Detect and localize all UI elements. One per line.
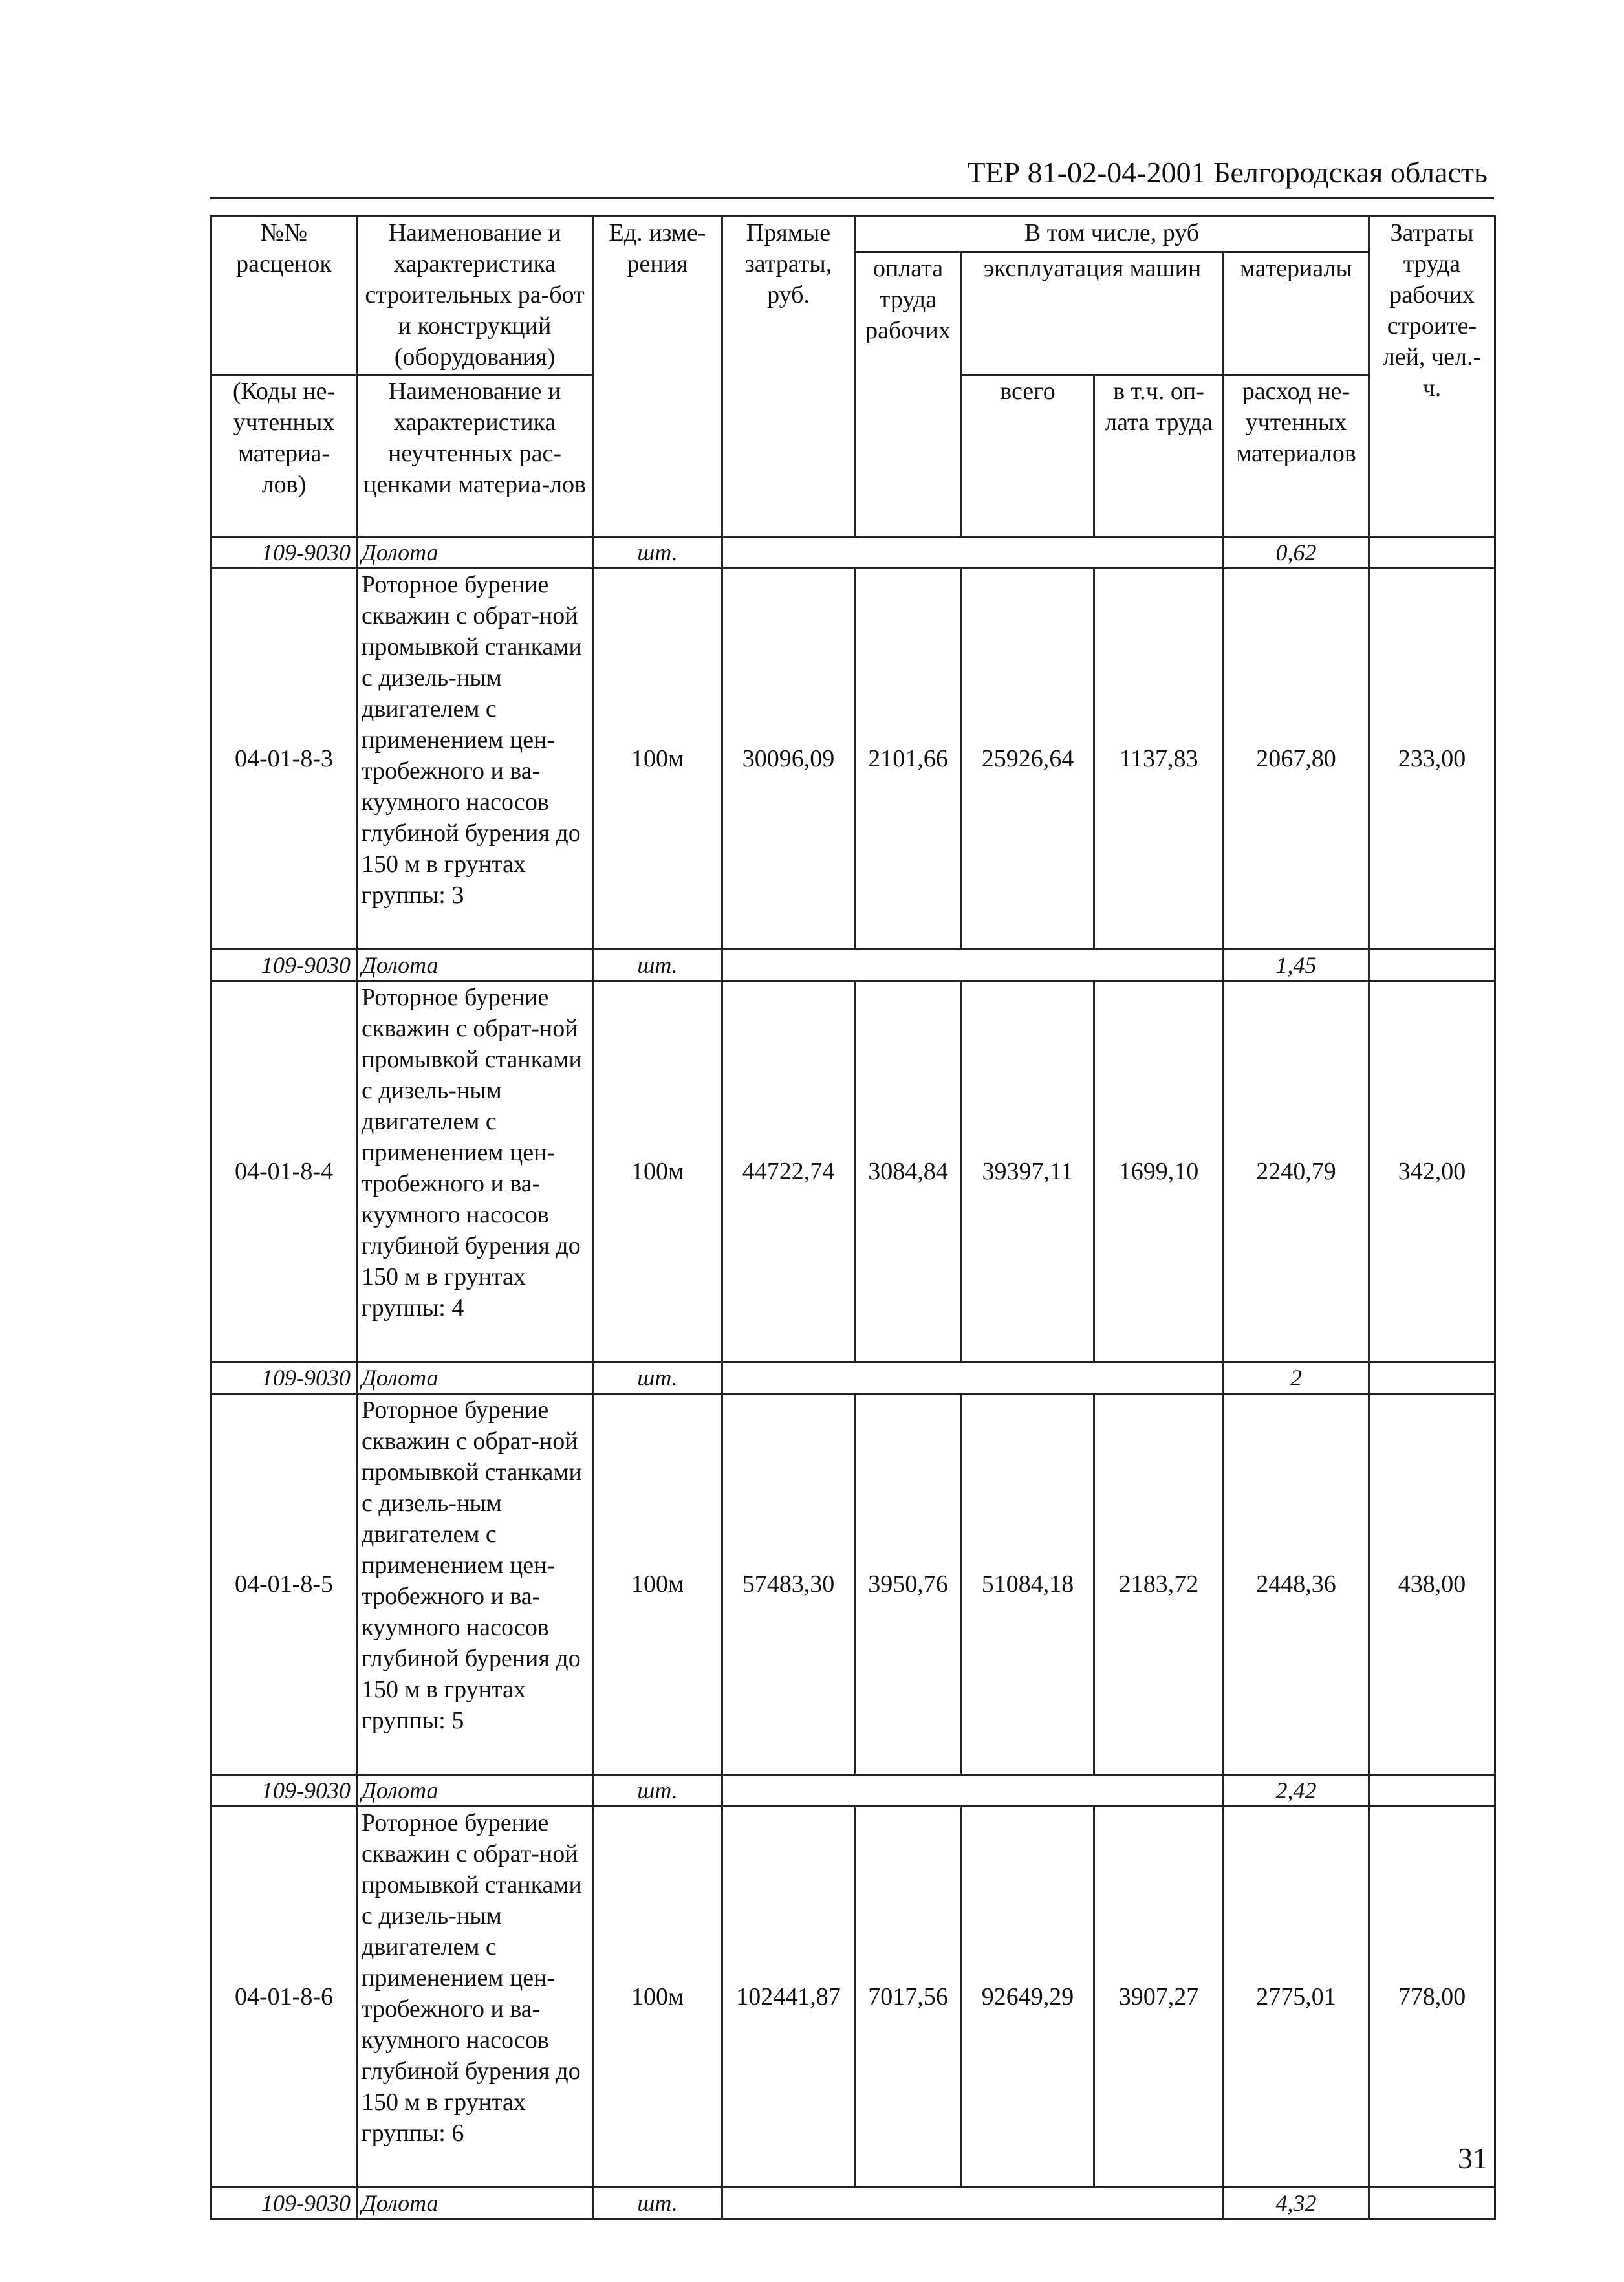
header-machines-total: всего bbox=[962, 375, 1094, 537]
material-qty: 1,45 bbox=[1224, 950, 1369, 981]
material-row bbox=[211, 950, 1495, 981]
rate-unit: 100м bbox=[593, 569, 722, 950]
header-worktime: Затраты труда рабочих строите-лей, чел.-ч. bbox=[1369, 217, 1495, 537]
rate-code: 04-01-8-6 bbox=[211, 1807, 357, 2188]
material-row bbox=[211, 2188, 1495, 2219]
material-code: 109-9030 bbox=[211, 950, 357, 981]
header-labor: оплата труда рабочих bbox=[855, 252, 962, 537]
material-row bbox=[211, 537, 1495, 569]
rate-code: 04-01-8-4 bbox=[211, 981, 357, 1362]
header-code-bottom: (Коды не-учтенных материа-лов) bbox=[211, 375, 357, 537]
rate-machines-labor: 3907,27 bbox=[1094, 1807, 1224, 2188]
material-code: 109-9030 bbox=[211, 537, 357, 569]
material-qty: 0,62 bbox=[1224, 537, 1369, 569]
rate-code: 04-01-8-3 bbox=[211, 569, 357, 950]
material-name: Долота bbox=[357, 537, 593, 569]
material-row bbox=[211, 1362, 1495, 1394]
material-code: 109-9030 bbox=[211, 1362, 357, 1394]
material-unit: шт. bbox=[593, 950, 722, 981]
header-name-bottom: Наименование и характеристика неучтенных рас-ценками материа-лов bbox=[357, 375, 593, 537]
rate-unit: 100м bbox=[593, 1807, 722, 2188]
header-machines-labor: в т.ч. оп-лата труда bbox=[1094, 375, 1224, 537]
header-materials: материалы bbox=[1224, 252, 1369, 375]
page-number: 31 bbox=[1458, 2142, 1488, 2175]
material-code: 109-9030 bbox=[211, 2188, 357, 2219]
document-title: ТЕР 81-02-04-2001 Белгородская область bbox=[967, 156, 1488, 189]
header-rule bbox=[210, 197, 1494, 199]
header-including: В том числе, руб bbox=[855, 217, 1369, 252]
material-qty: 4,32 bbox=[1224, 2188, 1369, 2219]
material-code: 109-9030 bbox=[211, 1775, 357, 1807]
material-name: Долота bbox=[357, 1775, 593, 1807]
header-machines: эксплуатация машин bbox=[962, 252, 1224, 375]
rate-unit: 100м bbox=[593, 981, 722, 1362]
material-name: Долота bbox=[357, 2188, 593, 2219]
header-materials-unaccounted: расход не-учтенных материалов bbox=[1224, 375, 1369, 537]
header-name-top: Наименование и характеристика строительных ра-бот и конструкций (оборудования) bbox=[357, 217, 593, 375]
material-unit: шт. bbox=[593, 1775, 722, 1807]
rate-materials: 2240,79 bbox=[1224, 981, 1369, 1362]
material-qty: 2 bbox=[1224, 1362, 1369, 1394]
rate-machines-total: 92649,29 bbox=[962, 1807, 1094, 2188]
table-row bbox=[211, 981, 1495, 1362]
material-qty: 2,42 bbox=[1224, 1775, 1369, 1807]
rate-name: Роторное бурение скважин с обрат-ной промывкой станками с дизель-ным двигателем с применением цен-тробежного и ва-куумного насосов глубиной бурения до 150 м в грунтах группы: 3 bbox=[357, 569, 593, 950]
rate-labor: 7017,56 bbox=[855, 1807, 962, 2188]
material-unit: шт. bbox=[593, 537, 722, 569]
header-direct: Прямые затраты, руб. bbox=[722, 217, 855, 537]
rate-machines-labor: 1699,10 bbox=[1094, 981, 1224, 1362]
rate-name: Роторное бурение скважин с обрат-ной промывкой станками с дизель-ным двигателем с применением цен-тробежного и ва-куумного насосов глубиной бурения до 150 м в грунтах группы: 4 bbox=[357, 981, 593, 1362]
material-name: Долота bbox=[357, 1362, 593, 1394]
rate-worktime: 342,00 bbox=[1369, 981, 1495, 1362]
rate-direct: 102441,87 bbox=[722, 1807, 855, 2188]
table-row bbox=[211, 569, 1495, 950]
rate-worktime: 438,00 bbox=[1369, 1394, 1495, 1775]
rate-unit: 100м bbox=[593, 1394, 722, 1775]
rate-machines-total: 39397,11 bbox=[962, 981, 1094, 1362]
rate-labor: 3084,84 bbox=[855, 981, 962, 1362]
rate-name: Роторное бурение скважин с обрат-ной промывкой станками с дизель-ным двигателем с применением цен-тробежного и ва-куумного насосов глубиной бурения до 150 м в грунтах группы: 6 bbox=[357, 1807, 593, 2188]
header-unit: Ед. изме-рения bbox=[593, 217, 722, 537]
rate-direct: 57483,30 bbox=[722, 1394, 855, 1775]
rate-worktime: 233,00 bbox=[1369, 569, 1495, 950]
rate-direct: 30096,09 bbox=[722, 569, 855, 950]
rate-materials: 2775,01 bbox=[1224, 1807, 1369, 2188]
material-row bbox=[211, 1775, 1495, 1807]
header-row-1 bbox=[211, 217, 1495, 252]
header-code-top: №№ расценок bbox=[211, 217, 357, 375]
material-unit: шт. bbox=[593, 1362, 722, 1394]
table-row bbox=[211, 1394, 1495, 1775]
rate-code: 04-01-8-5 bbox=[211, 1394, 357, 1775]
table-row bbox=[211, 1807, 1495, 2188]
rates-table bbox=[210, 215, 1496, 2220]
rate-machines-total: 25926,64 bbox=[962, 569, 1094, 950]
material-unit: шт. bbox=[593, 2188, 722, 2219]
material-name: Долота bbox=[357, 950, 593, 981]
rate-labor: 3950,76 bbox=[855, 1394, 962, 1775]
rate-direct: 44722,74 bbox=[722, 981, 855, 1362]
rate-materials: 2067,80 bbox=[1224, 569, 1369, 950]
rate-name: Роторное бурение скважин с обрат-ной промывкой станками с дизель-ным двигателем с применением цен-тробежного и ва-куумного насосов глубиной бурения до 150 м в грунтах группы: 5 bbox=[357, 1394, 593, 1775]
rate-worktime: 778,00 bbox=[1369, 1807, 1495, 2188]
rate-machines-labor: 2183,72 bbox=[1094, 1394, 1224, 1775]
rate-machines-total: 51084,18 bbox=[962, 1394, 1094, 1775]
rate-machines-labor: 1137,83 bbox=[1094, 569, 1224, 950]
rate-materials: 2448,36 bbox=[1224, 1394, 1369, 1775]
rate-labor: 2101,66 bbox=[855, 569, 962, 950]
